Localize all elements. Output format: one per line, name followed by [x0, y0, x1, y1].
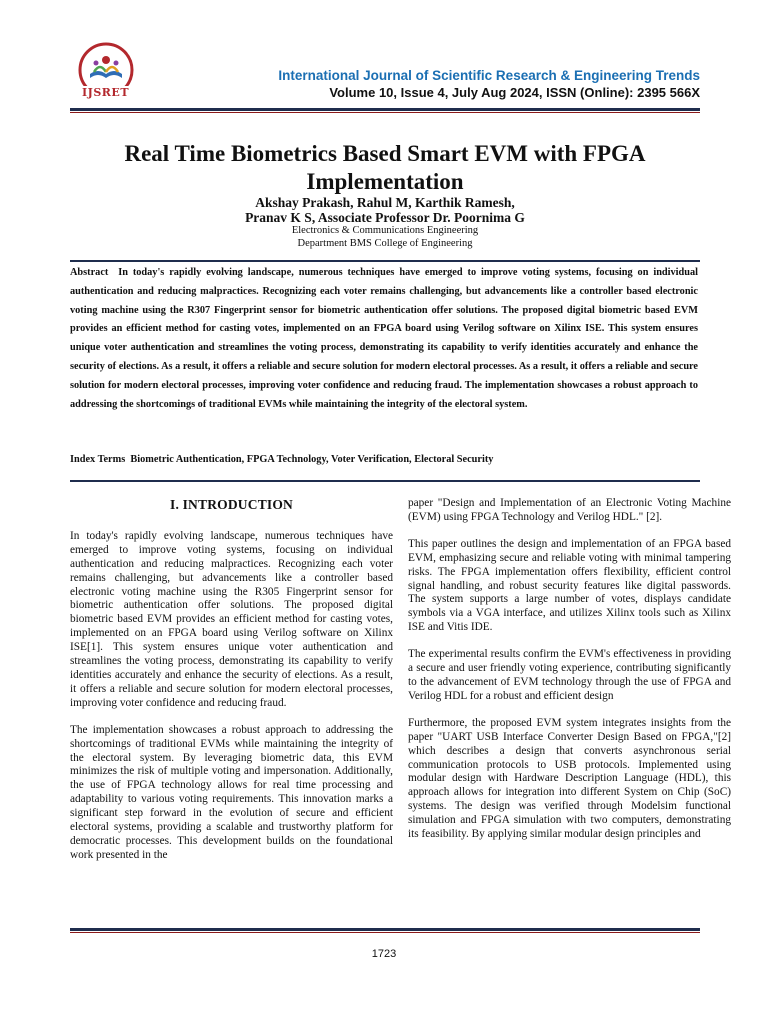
intro-paragraph-1: In today's rapidly evolving landscape, numerous techniques have emerged to improve voting systems, focusing on individual authentication and reducing malpractices. Recognizing each voter remains challenging, but advancements like a controller based electronic voting machine using the R305 Fingerprint sensor for biometric authentication offer solutions. The proposed digital biometric based EVM provides an efficient method for casting votes, implemented on an FPGA board using Verilog software on Xilinx ISE[1]. This system ensures unique voter authentication and streamlines the voting process, demonstrating its capability to verify identities accurately and enhance the security of elections. As a result, it offers a reliable and secure solution for modern electoral processes, improving voter confidence and reducing fraud.: [70, 529, 393, 709]
authors-line-1: Akshay Prakash, Rahul M, Karthik Ramesh,: [255, 195, 515, 210]
authors-line-2: Pranav K S, Associate Professor Dr. Poornima G: [245, 210, 525, 225]
title-line-1: Real Time Biometrics Based Smart EVM with FPGA: [124, 141, 646, 166]
page-number: 1723: [371, 948, 397, 960]
paper-affiliation: [70, 224, 700, 250]
intro-paragraph-2: The implementation showcases a robust approach to addressing the shortcomings of traditional EVMs while maintaining the integrity of the electoral system. By leveraging biometric data, this EVM minimizes the risk of multiple voting and impersonation. Additionally, the use of FPGA technology allows for real time processing and adaptability to various voting requirements. This innovation marks a significant step forward in the evolution of secure and efficient electoral systems, providing a scalable and trustworthy platform for democratic processes. This development builds on the foundational work presented in the: [70, 723, 393, 861]
affiliation-line-2: Department BMS College of Engineering: [297, 238, 473, 249]
abstract: [70, 264, 698, 414]
index-terms: [70, 452, 698, 467]
index-terms-text: Biometric Authentication, FPGA Technology, Voter Verification, Electoral Security: [130, 454, 494, 465]
title-line-2: Implementation: [306, 169, 464, 194]
column-right: [408, 497, 731, 855]
footer-divider: [70, 928, 700, 931]
index-divider: [70, 480, 700, 482]
affiliation-line-1: Electronics & Communications Engineering: [291, 225, 479, 236]
abstract-divider: [70, 260, 700, 262]
header-divider: [70, 108, 700, 111]
paper-authors: [70, 195, 700, 225]
journal-logo: [74, 42, 138, 102]
column-left: [70, 496, 393, 876]
abstract-label: Abstract: [70, 267, 109, 278]
header-divider-accent: [70, 112, 700, 113]
intro-paragraph-5: The experimental results confirm the EVM's effectiveness in providing a secure and user friendly voting experience, contributing significantly to the advancement of EVM technology through the use of FPGA and Verilog HDL for a robust and efficient design: [408, 648, 731, 702]
journal-header: [70, 40, 700, 104]
logo-text: IJSRET: [82, 86, 130, 99]
intro-paragraph-6: Furthermore, the proposed EVM system integrates insights from the paper "UART USB Interface Converter Design Based on FPGA,"[2] which describes a design that converts asynchronous serial communication protocols to USB protocols. Implemented using modular design with Hardware Description Language (HDL), this approach allows for integration into different System on Chip (SoC) systems. The design was verified through Modelsim functional simulation and FPGA simulation with two computers, demonstrating its feasibility. By applying similar modular design principles and: [408, 716, 731, 841]
journal-name: International Journal of Scientific Research & Engineering Trends: [278, 68, 700, 83]
section-heading-introduction: I. INTRODUCTION: [169, 497, 294, 512]
index-terms-label: Index Terms: [70, 454, 126, 465]
intro-paragraph-3: paper "Design and Implementation of an Electronic Voting Machine (EVM) using FPGA Technology and Verilog HDL." [2].: [408, 497, 731, 523]
abstract-text: In today's rapidly evolving landscape, numerous techniques have emerged to improve voting systems, focusing on individual authentication and reducing malpractices. Recognizing each voter remains challenging, but advancements like a controller based electronic voting machine using the R307 Fingerprint sensor for biometric authentication offer solutions. The proposed digital biometric based EVM provides an efficient method for casting votes, implemented on an FPGA board using Verilog software on Xilinx ISE. This system ensures unique voter authentication and streamlines the voting process, demonstrating its capability to verify identities accurately and enhance the security of elections. As a result, it offers a reliable and secure solution for modern electoral processes. As a result, it offers a reliable and secure solution for modern electoral processes, improving voter confidence and reducing fraud. The implementation showcases a robust approach to addressing the shortcomings of traditional EVMs while maintaining the integrity of the electoral system.: [70, 267, 698, 410]
intro-paragraph-4: This paper outlines the design and implementation of an FPGA based EVM, emphasizing secure and reliable voting with minimal tampering risks. The FPGA implementation offers flexibility, efficient control signal handling, and robust security features like digital passwords. The system supports a large number of votes, displays candidate symbols via a VGA interface, and utilizes Xilinx tools such as Xilinx ISE and Vitis IDE.: [408, 537, 731, 634]
paper-title: [70, 140, 700, 196]
journal-volume: Volume 10, Issue 4, July Aug 2024, ISSN (Online): 2395 566X: [329, 85, 700, 100]
footer-divider-accent: [70, 932, 700, 933]
